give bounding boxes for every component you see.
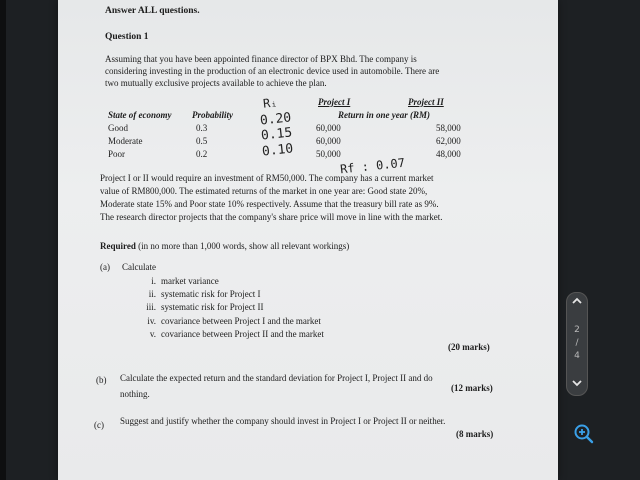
col-state: State of economy	[108, 110, 172, 120]
part-b-marks: (12 marks)	[451, 383, 493, 393]
page-separator: /	[575, 338, 579, 348]
handwritten-rf: Rf : 0.07	[339, 155, 406, 177]
list-item: covariance between Project I and the market	[161, 316, 321, 326]
list-num: i.	[151, 276, 156, 286]
chevron-up-icon[interactable]	[567, 295, 587, 309]
row-p2: 48,000	[436, 149, 461, 159]
list-num: iii.	[146, 302, 156, 312]
table-subheader: Return in one year (RM)	[338, 110, 431, 120]
row-p2: 58,000	[436, 123, 461, 133]
body-line-1: Project I or II would require an investment of RM50,000. The company has a current market	[100, 173, 434, 183]
col-probability: Probability	[192, 110, 233, 120]
part-b-line-2: nothing.	[120, 389, 150, 399]
row-state: Poor	[108, 149, 126, 159]
row-p1: 60,000	[316, 136, 341, 146]
handwritten-value: 0.10	[261, 141, 295, 160]
screen-edge	[0, 0, 6, 480]
row-prob: 0.2	[196, 149, 208, 159]
intro-line-2: considering investing in the production of an electronic device used in automobile. There are	[105, 66, 440, 76]
part-a-label: (a)	[100, 262, 110, 272]
page-total: 4	[574, 351, 580, 361]
part-b-line-1: Calculate the expected return and the standard deviation for Project I, Project II and do	[120, 373, 433, 383]
part-c-line-1: Suggest and justify whether the company should invest in Project I or Project II or neither.	[120, 416, 446, 426]
body-line-2: value of RM800,000. The estimated returns of the market in one year are: Good state 20%,	[100, 186, 428, 196]
row-state: Good	[108, 123, 128, 133]
list-num: ii.	[148, 289, 156, 299]
list-item: covariance between Project II and the market	[161, 329, 324, 339]
part-a-marks: (20 marks)	[448, 342, 490, 352]
handwritten-value: 0.20	[259, 110, 293, 129]
col-project-2: Project II	[408, 97, 444, 107]
list-item: systematic risk for Project II	[161, 302, 264, 312]
body-line-4: The research director projects that the company's share price will move in line with the market.	[100, 212, 443, 222]
chevron-down-icon[interactable]	[567, 377, 587, 391]
required-line	[100, 240, 349, 253]
question-title: Question 1	[105, 32, 149, 42]
page-current: 2	[574, 325, 580, 335]
intro-line-1: Assuming that you have been appointed finance director of BPX Bhd. The company is	[105, 54, 417, 64]
row-state: Moderate	[108, 136, 143, 146]
page-navigator[interactable]	[566, 292, 588, 396]
row-p2: 62,000	[436, 136, 461, 146]
body-line-3: Moderate state 15% and Poor state 10% respectively. Assume that the treasury bill rate as 9%.	[100, 199, 439, 209]
list-num: v.	[149, 329, 156, 339]
row-prob: 0.5	[196, 136, 208, 146]
row-prob: 0.3	[196, 123, 208, 133]
handwritten-ri: Rᵢ	[262, 95, 279, 111]
required-label: Required	[100, 241, 136, 251]
row-p1: 50,000	[316, 149, 341, 159]
col-project-1: Project I	[318, 97, 351, 107]
list-item: systematic risk for Project I	[161, 289, 261, 299]
answer-all-heading: Answer ALL questions.	[105, 6, 200, 16]
required-instruction: (in no more than 1,000 words, show all relevant workings)	[135, 241, 350, 251]
document-page	[58, 0, 558, 480]
handwritten-value: 0.15	[260, 125, 294, 144]
list-item: market variance	[161, 276, 219, 286]
part-c-marks: (8 marks)	[456, 429, 494, 439]
list-num: iv.	[147, 316, 156, 326]
intro-line-3: two mutually exclusive projects available to achieve the plan.	[105, 78, 327, 88]
row-p1: 60,000	[316, 123, 341, 133]
part-c-label: (c)	[94, 420, 104, 430]
zoom-in-icon[interactable]	[573, 423, 595, 445]
part-a-text: Calculate	[122, 262, 156, 272]
part-b-label: (b)	[96, 375, 107, 385]
